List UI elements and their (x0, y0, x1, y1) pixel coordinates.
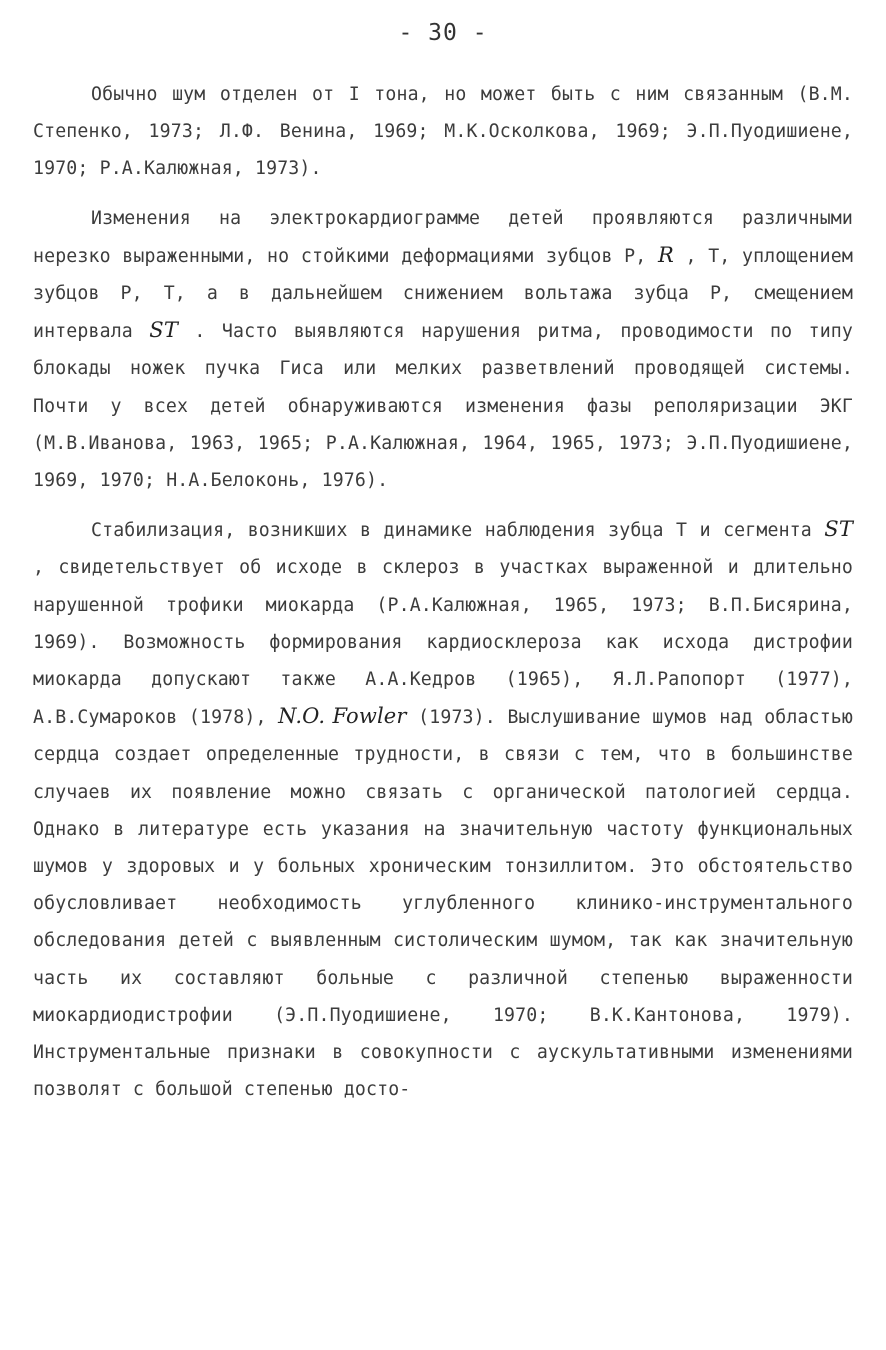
page-number: - 30 - (398, 20, 488, 46)
paragraph-text: Обычно шум отделен от I тона, но может быть с ним связанным (В.М. Степенко, 1973; Л.Ф. Венина, 1969; М.К.Осколкова, 1969; Э.П.Пуодишиене, 1970; Р.А.Калюжная, 1973). (33, 84, 853, 180)
paragraph-text: Стабилизация, возникших в динамике наблюдения зубца Т и сегмента (91, 520, 825, 542)
handwritten-insert: N.O. Fowler (278, 704, 407, 729)
paragraph-text: . Часто выявляются нарушения ритма, проводимости по типу блокады ножек пучка Гиса или мелких разветвлений проводящей системы. Почти у всех детей обнаруживаются изменения фазы реполяризации ЭКГ (М.В.Иванова, 1963, 1965; Р.А.Калюжная, 1964, 1965, 1973; Э.П.Пуодишиене, 1969, 1970; Н.А.Белоконь, 1976). (33, 321, 853, 492)
paragraph-text: , свидетельствует об исходе в склероз в участках выраженной и длительно нарушенной трофики миокарда (Р.А.Калюжная, 1965, 1973; В.П.Бисярина, 1969). Возможность формирования кардиосклероза как исхода дистрофии миокарда допускают также А.А.Кедров (1965), Я.Л.Рапопорт (1977), А.В.Сумароков (1978), (33, 557, 853, 729)
paragraph-1 (33, 76, 853, 188)
body-text (33, 76, 853, 1108)
paragraph-text: Изменения на электрокардиограмме детей проявляются различными нерезко выраженными, но стойкими деформациями зубцов Р, (33, 207, 853, 267)
handwritten-insert: R (657, 242, 674, 267)
handwritten-insert: ST (824, 517, 853, 542)
paragraph-3 (33, 511, 853, 1108)
paragraph-text: , Т, уплощением зубцов Р, Т, а в дальнейшем снижением вольтажа зубца Р, смещением интервала (33, 245, 853, 343)
paragraph-text: (1973). Выслушивание шумов над областью сердца создает определенные трудности, в связи с тем, что в большинстве случаев их появление можно связать с органической патологией сердца. Однако в литературе есть указания на значительную частоту функциональных шумов у здоровых и у больных хроническим тонзиллитом. Это обстоятельство обусловливает необходимость углубленного клинико-инструментального обследования детей с выявленным систолическим шумом, так как значительную часть их составляют больные с различной степенью выраженности миокардиодистрофии (Э.П.Пуодишиене, 1970; В.К.Кантонова, 1979). Инструментальные признаки в совокупности с аускультативными изменениями позволят с большой степенью досто- (33, 707, 853, 1101)
handwritten-insert: ST (149, 318, 178, 343)
paragraph-2 (33, 200, 853, 500)
